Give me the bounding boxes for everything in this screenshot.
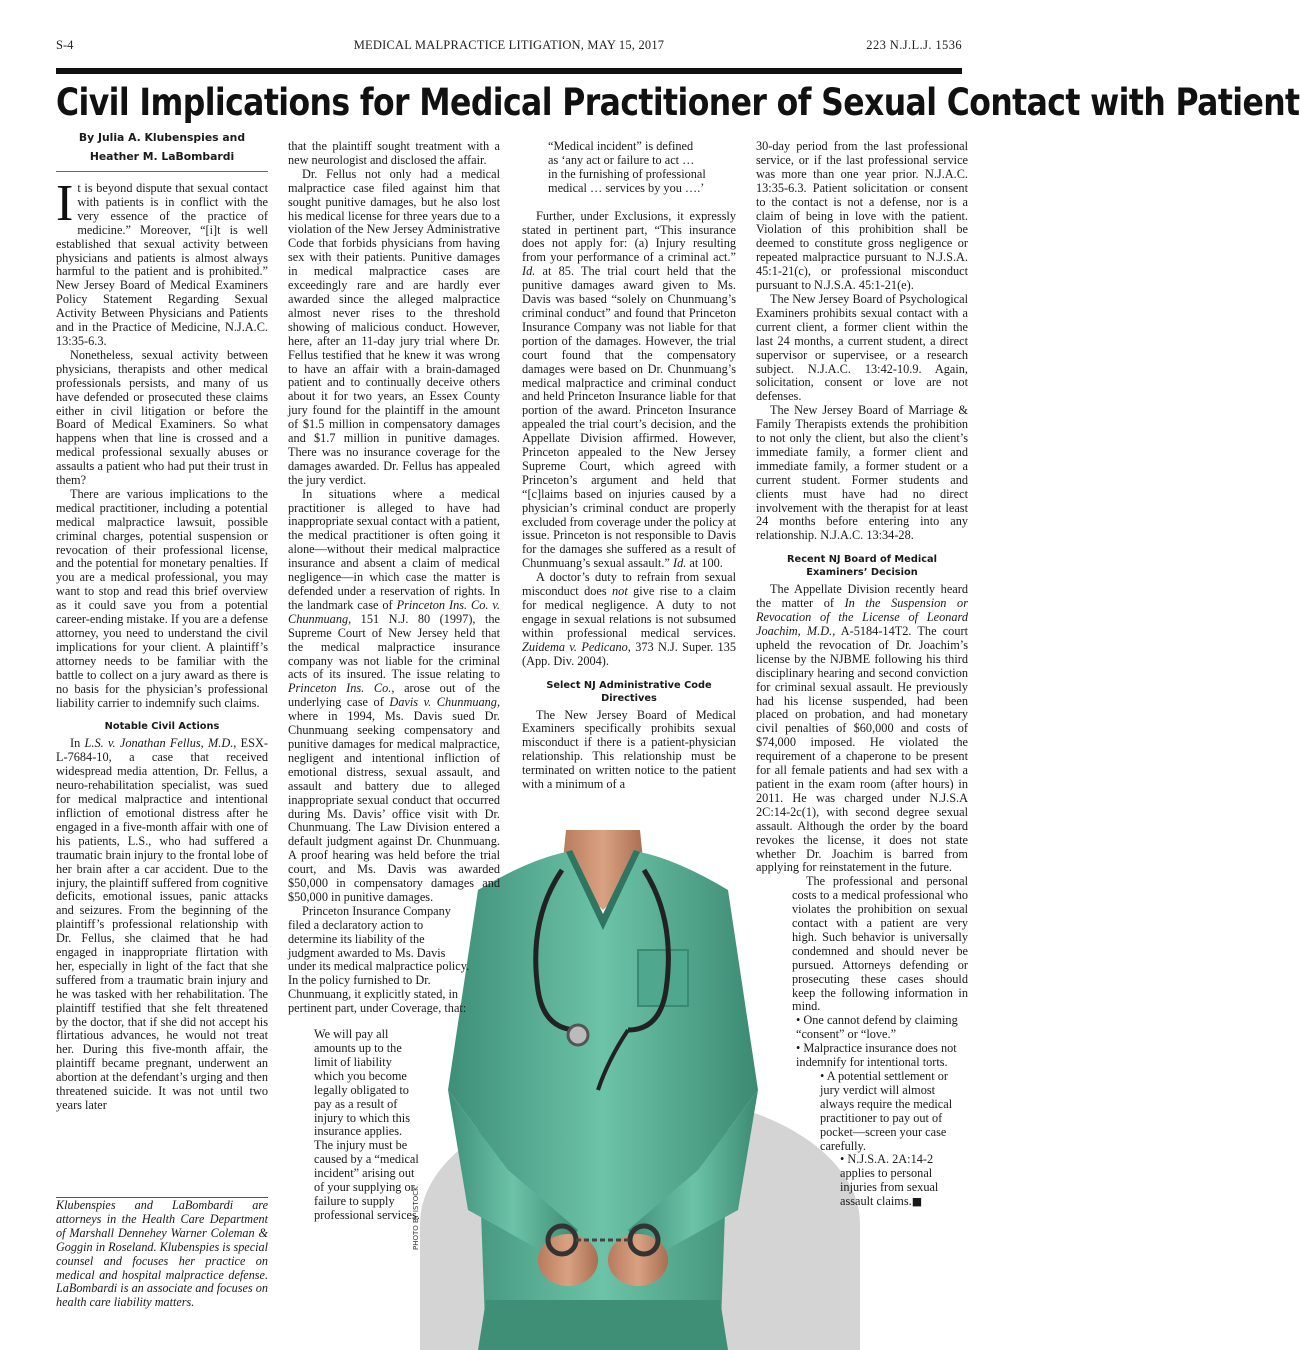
column-3 — [522, 140, 736, 792]
subhead-recent-decision: Recent NJ Board of Medical Examiners’ Decision — [787, 554, 937, 579]
citation-id: Id. — [672, 556, 687, 571]
bullet-text: One cannot defend by claiming “consent” or “love.” — [796, 1013, 958, 1042]
paragraph — [522, 571, 736, 668]
text-run: , where in 1994, Ms. Davis sued Dr. Chunmuang seeking compensatory and punitive damages for medical malpractice, negligent and intentional infliction of emotional distress, sexual assault, and assault and battery due to alleged inappropriate sexual conduct that occurred during Ms. Davis’ office visit with Dr. Chunmuang. The Law Division entered a default judgment against Dr. Chunmuang. A proof hearing was held before the trial court, and Ms. Davis was awarded $50,000 in compensatory damages and $50,000 in punitive damages. — [288, 695, 501, 904]
citation: 223 N.J.L.J. 1536 — [866, 38, 962, 52]
paragraph: There are various implications to the medical practitioner, including a potential medical malpractice lawsuit, possible criminal charges, potential suspension or revocation of their professional license, and the potential for monetary penalties. If you are a medical professional, you may want to stop and read this brief overview as it could save you from a potential career-ending mistake. If you are a defense attorney, you need to understand the civil implications for your client. A plaintiff’s attorney needs to be familiar with the battle to collect on a jury award as there is no basis for the physician’s professional liability carrier to indemnify such claims. — [56, 486, 268, 710]
paragraph: Dr. Fellus not only had a medical malpractice case filed against him that sought punitive damages, but he also lost his medical license for three years due to a violation of the New Jersey Administrative Code that forbids physicians from having sex with their patients. Punitive damages in medical malpractice cases are exceedingly rare and are hardly ever awarded since the alleged malpractice almost never rises to the threshold showing of malicious conduct. However, here, after an 11-day jury trial where Dr. Fellus testified that he knew it was wrong to have an affair with a brain-damaged patient and to continually deceive others about it for two years, an Essex County jury found for the plaintiff in the amount of $1.5 million in compensatory damages and $1.7 million in punitive damages. There was no insurance coverage for the damages awarded. Dr. Fellus has appealed the jury verdict. — [288, 166, 500, 487]
text-run: , 151 N.J. 80 (1997), the Supreme Court of New Jersey held that the medical malpractice insurance company was not liable for the criminal acts of its insured. The issue relating to — [288, 611, 500, 682]
bullet-text: N.J.S.A. 2A:14-2 applies to personal injuries from sexual assault claims. — [840, 1152, 939, 1209]
text-run: at 100. — [686, 556, 723, 571]
list-item: • Malpractice insurance does not indemnify for intentional torts. — [796, 1041, 957, 1070]
column-1 — [56, 128, 268, 1113]
article-headline: Civil Implications for Medical Practitioner of Sexual Contact with Patient — [56, 82, 1300, 125]
text-run: at 85. The trial court held that the punitive damages award given to Ms. Davis was based “solely on Chunmuang’s criminal conduct” and found that Princeton Insurance Company was not liable for that portion of the damages. However, the trial court found that the compensatory damages were based on Dr. Chunmuang’s medical malpractice and criminal conduct and held Princeton Insurance liable for that portion of the award. Princeton Insurance appealed the trial court’s decision, and the Appellate Division affirmed. However, Princeton appealed to the New Jersey Supreme Court, which agreed with Princeton’s argument and held that “[c]laims based on injuries caused by a physician’s criminal conduct are properly excluded from coverage under the policy at issue. Princeton is not responsible to Davis for the damages she suffered as a result of Chunmuang’s sexual assault.” — [522, 264, 736, 571]
text-run: , 373 N.J. Super. 135 (App. Div. 2004). — [522, 639, 736, 668]
photo-credit: PHOTO BY ISTOCK — [412, 1186, 420, 1250]
intro-paragraph — [56, 175, 268, 349]
case-name: Zuidema v. Pedicano — [522, 639, 628, 654]
paragraph: Princeton Insurance Company filed a declaratory action to determine its liability of the judgment awarded to Ms. Davis under its medical malpractice policy. In the policy furnished to Dr. Chunmuang, it explicitly stated, in pertinent part, under Coverage, that: — [288, 903, 470, 1016]
paragraph: The New Jersey Board of Medical Examiners specifically prohibits sexual misconduct if there is a patient-physician relationship. This relationship must be terminated on written notice to the patient with a minimum of a — [522, 707, 736, 792]
author-bio: Klubenspies and LaBombardi are attorneys in the Health Care Department of Marshall Dennehey Warner Coleman & Goggin in Roseland. Klubenspies is special counsel and focuses her practice on medical and hospital malpractice defense. LaBombardi is an associate and focuses on health care liability matters. — [56, 1198, 268, 1310]
section-title: MEDICAL MALPRACTICE LITIGATION, MAY 15, 2017 — [353, 38, 665, 52]
case-name: In the Suspension or Revocation of the License of Leonard Joachim, M.D. — [756, 596, 968, 638]
paragraph — [288, 488, 500, 905]
text-run: In situations where a medical practitioner is alleged to have had inappropriate sexual contact with a patient, the medical practitioner is often going it alone—without their medical malpractice insurance and absent a claim of medical negligence—in which case the matter is defended under a reservation of rights. In the landmark case of — [288, 486, 500, 612]
text-run: arose out of the underlying case of — [288, 681, 500, 710]
paragraph: The professional and personal costs to a medical professional who violates the prohibition on sexual contact with a patient are very high. Such behavior is universally condemned and should never be pursued. Attorneys defending or prosecuting these cases should keep the following information in mind. — [792, 874, 968, 1014]
paragraph — [522, 210, 736, 572]
byline-author-2: Heather M. LaBombardi — [89, 150, 235, 163]
paragraph: The New Jersey Board of Marriage & Family Therapists extends the prohibition to not only the client, but also the client’s immediate family, a former client and immediate family, a former student or a current student. Former students and clients must have had no direct involvement with the therapist for at least 24 months before entering into any relationship. N.J.A.C. 13:34-28. — [756, 403, 968, 543]
text-run: give rise to a claim for medical negligence. A duty to not engage in sexual relations is not subsumed within professional medical services. — [522, 584, 736, 640]
emphasis: not — [612, 584, 628, 599]
case-name: L.S. v. Jonathan Fellus, M.D. — [84, 736, 234, 751]
intro-text: t is beyond dispute that sexual contact with patients is in conflict with the very essence of the practice of medicine.” Moreover, “[i]t is well established that sexual activity between physicians and patients is almost always harmful to the patient and is prohibited.” New Jersey Board of Medical Examiners Policy Statement Regarding Sexual Activity Between Physicians and Patients and in the Practice of Medicine, N.J.A.C. 13:35-6.3. — [56, 181, 268, 348]
paragraph: Nonetheless, sexual activity between physicians, therapists and other medical professionals persists, and many of us have defended or prosecuted these claims either in civil litigation or before the Board of Medical Examiners. So what happens when that line is crossed and a medical professional sexually abuses or assaults a patient who had put their trust in them? — [56, 347, 268, 488]
paragraph: that the plaintiff sought treatment with a new neurologist and disclosed the affair. — [288, 139, 500, 167]
subhead-notable-civil-actions: Notable Civil Actions — [104, 721, 220, 733]
paragraph: 30-day period from the last professional service, or if the last professional service was more than one year prior. N.J.A.C. 13:35-6.3. Patient solicitation or consent to the contact is not a defense, nor is a claim of being in love with the patient. Violation of this prohibition shall be deemed to constitute gross negligence or repeated malpractice pursuant to N.J.S.A. 45:1-21(c), or professional misconduct pursuant to N.J.S.A. 45:1-21(e). — [756, 139, 968, 293]
paragraph: The New Jersey Board of Psychological Examiners prohibits sexual contact with a current client, a former client within the last 24 months, a current student, a direct supervisor or supervisee, or a research subject. N.J.A.C. 13:42-10.9. Again, solicitation, consent or love are not defenses. — [756, 291, 968, 404]
page-number: S-4 — [56, 38, 74, 52]
column-2 — [288, 140, 500, 1223]
byline — [56, 128, 268, 168]
paragraph — [756, 583, 968, 875]
case-name: Princeton Ins. Co. v. Chunmuang — [288, 597, 500, 626]
text-run: The Appellate Division recently heard the matter of — [756, 582, 968, 611]
byline-rule — [56, 171, 268, 172]
definition-quote: “Medical incident” is defined as ‘any act or failure to act … in the furnishing of professional medical … services by you ….’ — [548, 139, 706, 195]
subhead-administrative-code: Select NJ Administrative Code Directives — [546, 679, 712, 704]
bullet-text: Malpractice insurance does not indemnify for intentional torts. — [796, 1041, 957, 1070]
citation-id: Id. — [522, 264, 536, 279]
text-run: , ESX-L-7684-10, a case that received widespread media attention, Dr. Fellus, a neuro-rehabilitation specialist, was sued for medical malpractice and intentional infliction of emotional distress after he engaged in a five-month affair with one of his patients, L.S., who had suffered a traumatic brain injury to the frontal lobe of her brain after a car accident. Due to the injury, the plaintiff suffered from cognitive deficits, emotional issues, panic attacks and seizures. From the beginning of the plaintiff’s professional relationship with Dr. Fellus, she claimed that he had engaged in inappropriate flirtation with her, especially in light of the fact that she suffered from a traumatic brain injury and he was tasked with her rehabilitation. The plaintiff testified that she felt threatened by the doctor, that if she did not accept his flirtatious advances, he would not treat her. During this five-month affair, the plaintiff became pregnant, underwent an abortion at the defendant’s urging and then threatened suicide. It was not until two years later — [56, 736, 268, 1112]
column-4 — [756, 140, 968, 1209]
text-run: , A-5184-14T2. The court upheld the revocation of Dr. Joachim’s license by the NJBME following his third disciplinary hearing and second conviction for criminal sexual assault. He previously had his license suspended, had been placed on probation, and had monetary civil penalties of $60,000 and costs of $74,000 imposed. He violated the requirement of a chaperone to be present for all female patients and had sex with a patient in the exam room (after hours) in 2011. He was charged under N.J.S.A 2C:14-2c(1), with second degree sexual assault. Although the order by the board revokes the license, it does not state whether Dr. Joachim is barred from applying for reinstatement in the future. — [756, 624, 968, 875]
case-name: Princeton Ins. Co., — [288, 681, 395, 696]
takeaways-list — [756, 1014, 968, 1209]
case-name: Davis v. Chunmuang — [389, 695, 497, 710]
text-run: A doctor’s duty to refrain from sexual misconduct does — [522, 570, 736, 599]
running-header — [56, 38, 962, 62]
list-item: • One cannot defend by claiming “consent” or “love.” — [796, 1013, 958, 1042]
text-run: Further, under Exclusions, it expressly stated in pertinent part, “This insurance does not apply for: (a) Injury resulting from your performance of a criminal act.” — [522, 208, 736, 265]
list-item: • N.J.S.A. 2A:14-2 applies to personal injuries from sexual assault claims.■ — [840, 1152, 939, 1209]
bullet-text: A potential settlement or jury verdict will almost always require the medical practitioner to pay out of pocket—screen your case carefully. — [820, 1069, 953, 1153]
drop-cap: I — [56, 175, 74, 232]
list-item: • A potential settlement or jury verdict will almost always require the medical practitioner to pay out of pocket—screen your case carefully. — [820, 1069, 953, 1153]
end-of-story-mark: ■ — [911, 1195, 923, 1209]
paragraph — [56, 737, 268, 1112]
text-run: In — [70, 736, 85, 751]
policy-quote: We will pay all amounts up to the limit of liability which you become legally obligated to pay as a result of injury to which this insurance applies. The injury must be caused by a “medical incident” arising out of your supplying or failure to supply professional services. — [314, 1027, 420, 1222]
byline-author-1: By Julia A. Klubenspies and — [78, 131, 246, 144]
header-rule — [56, 68, 962, 74]
